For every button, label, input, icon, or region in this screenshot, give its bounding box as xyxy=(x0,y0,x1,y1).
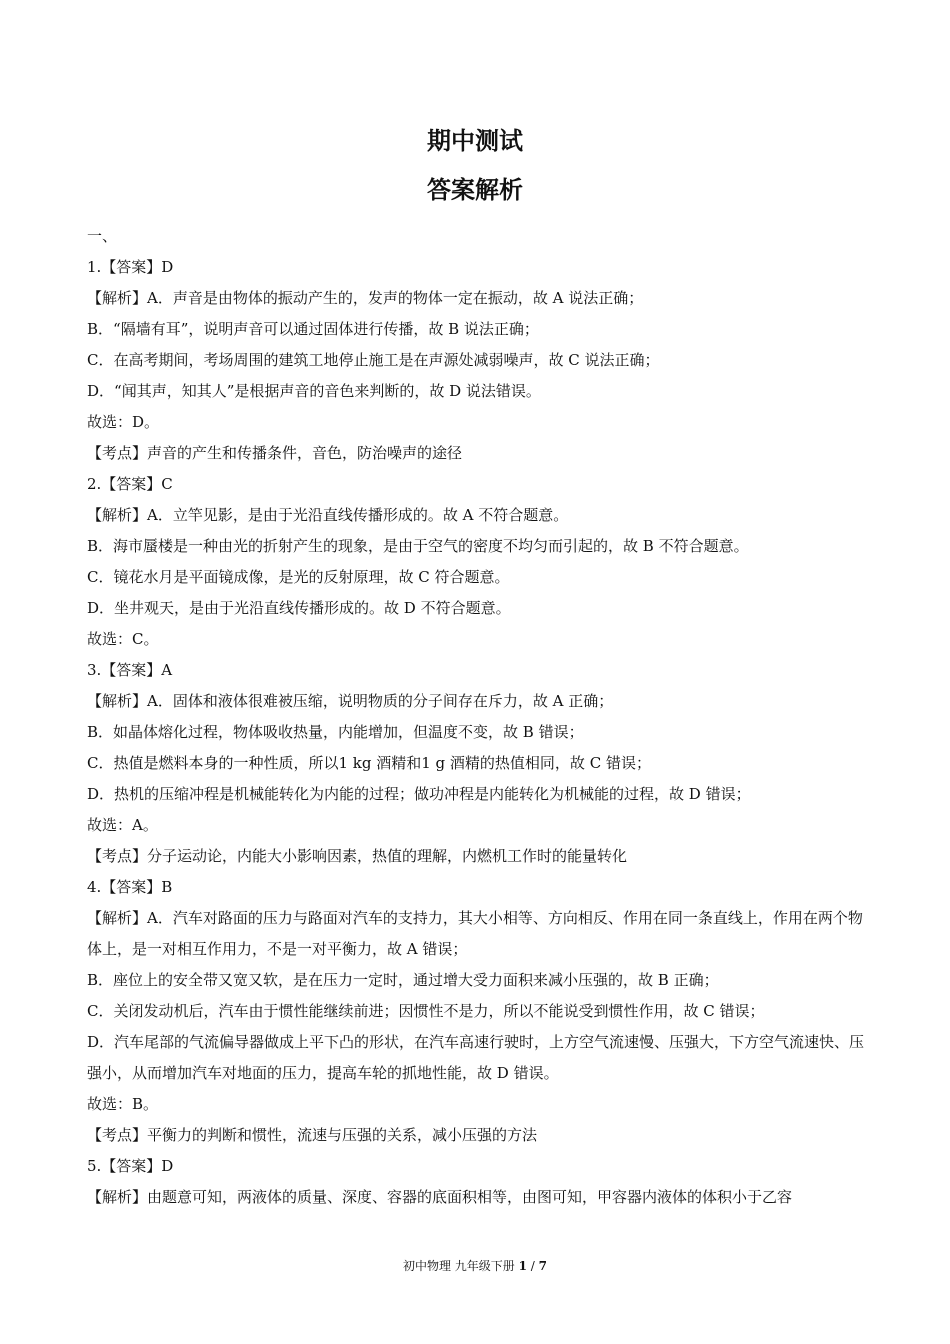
answer-line: 4.【答案】B xyxy=(87,878,173,896)
keypoint-line: 【考点】分子运动论，内能大小影响因素，热值的理解，内燃机工作时的能量转化 xyxy=(87,847,628,865)
analysis-line: C．热值是燃料本身的一种性质，所以1 kg 酒精和1 g 酒精的热值相同，故 C 错误； xyxy=(87,754,651,772)
footer-separator: / xyxy=(526,1259,539,1273)
page-title: 期中测试 xyxy=(427,127,523,155)
choice-line: 故选：C。 xyxy=(87,630,159,648)
analysis-line: D．“闻其声，知其人”是根据声音的音色来判断的，故 D 说法错误。 xyxy=(87,382,541,400)
analysis-line: 【解析】A．立竿见影，是由于光沿直线传播形成的。故 A 不符合题意。 xyxy=(87,506,569,524)
answer-body xyxy=(87,221,867,1213)
choice-line: 故选：A。 xyxy=(87,816,158,834)
analysis-line: D．热机的压缩冲程是机械能转化为内能的过程；做功冲程是内能转化为机械能的过程，故 D 错误； xyxy=(87,785,751,803)
analysis-line: C．在高考期间，考场周围的建筑工地停止施工是在声源处减弱噪声，故 C 说法正确； xyxy=(87,351,660,369)
analysis-line: B．如晶体熔化过程，物体吸收热量，内能增加，但温度不变，故 B 错误； xyxy=(87,723,584,741)
analysis-line: B．“隔墙有耳”，说明声音可以通过固体进行传播，故 B 说法正确； xyxy=(87,320,539,338)
page-footer xyxy=(0,1257,950,1275)
choice-line: 故选：B。 xyxy=(87,1095,159,1113)
analysis-line: D．坐井观天，是由于光沿直线传播形成的。故 D 不符合题意。 xyxy=(87,599,511,617)
section-label: 一、 xyxy=(87,227,118,245)
keypoint-line: 【考点】平衡力的判断和惯性，流速与压强的关系，减小压强的方法 xyxy=(87,1126,538,1144)
analysis-line: B．座位上的安全带又宽又软，是在压力一定时，通过增大受力面积来减小压强的，故 B 正确； xyxy=(87,971,719,989)
analysis-line: D．汽车尾部的气流偏导器做成上平下凸的形状，在汽车高速行驶时，上方空气流速慢、压强大，下方空气流速快、压强小，从而增加汽车对地面的压力，提高车轮的抓地性能，故 D 错误。 xyxy=(87,1033,865,1082)
analysis-line: 【解析】A．固体和液体很难被压缩，说明物质的分子间存在斥力，故 A 正确； xyxy=(87,692,614,710)
analysis-line: 【解析】A．汽车对路面的压力与路面对汽车的支持力，其大小相等、方向相反、作用在同一条直线上，作用在两个物体上，是一对相互作用力，不是一对平衡力，故 A 错误； xyxy=(87,909,863,958)
answer-line: 2.【答案】C xyxy=(87,475,173,493)
footer-label: 初中物理 九年级下册 xyxy=(402,1259,519,1273)
analysis-line: C．镜花水月是平面镜成像，是光的反射原理，故 C 符合题意。 xyxy=(87,568,510,586)
analysis-line: C．关闭发动机后，汽车由于惯性能继续前进；因惯性不是力，所以不能说受到惯性作用，故 C 错误； xyxy=(87,1002,765,1020)
keypoint-line: 【考点】声音的产生和传播条件，音色，防治噪声的途径 xyxy=(87,444,463,462)
answer-line: 1.【答案】D xyxy=(87,258,174,276)
analysis-line: 【解析】由题意可知，两液体的质量、深度、容器的底面积相等，由图可知，甲容器内液体的体积小于乙容 xyxy=(87,1188,793,1206)
footer-page-number: 1 xyxy=(518,1259,527,1273)
footer-page-total: 7 xyxy=(538,1259,548,1273)
analysis-line: 【解析】A．声音是由物体的振动产生的，发声的物体一定在振动，故 A 说法正确； xyxy=(87,289,644,307)
analysis-line: B．海市蜃楼是一种由光的折射产生的现象，是由于空气的密度不均匀而引起的，故 B 不符合题意。 xyxy=(87,537,749,555)
answer-line: 5.【答案】D xyxy=(87,1157,174,1175)
page-subtitle: 答案解析 xyxy=(427,176,523,204)
answer-line: 3.【答案】A xyxy=(87,661,173,679)
choice-line: 故选：D。 xyxy=(87,413,160,431)
